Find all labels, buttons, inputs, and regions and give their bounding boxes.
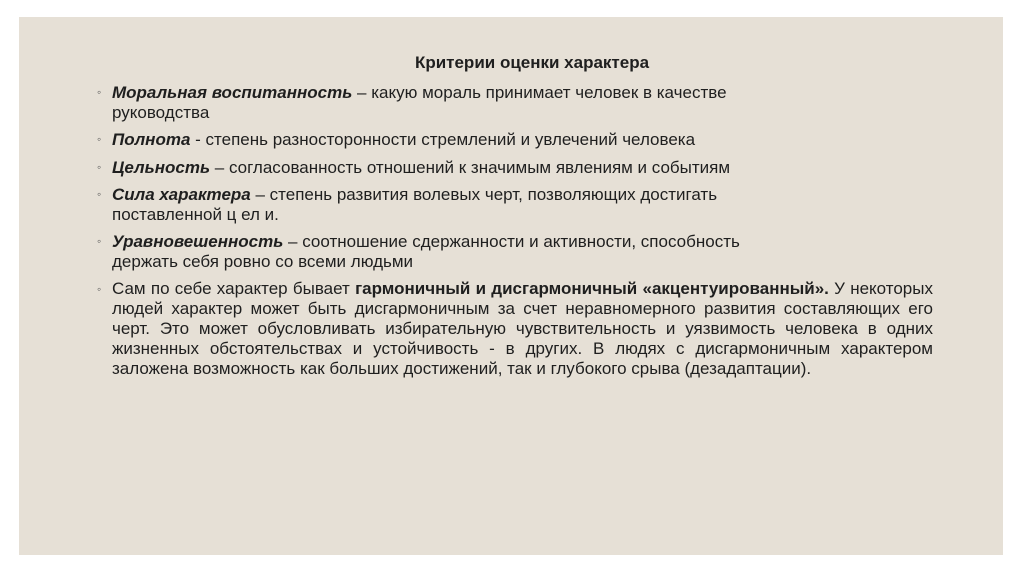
list-item-character-types xyxy=(97,279,933,379)
paragraph-text: У некоторых людей характер может быть дисгармоничным за счет неравномерного развития составляющих его черт. Это может обусловливать избирательную чувствительность и уязвимость человека в одних жизненных обстоятельствах и устойчивость - в других. В людях с дисгармоничным характером заложена возможность как больших достижений, так и глубокого срыва (дезадаптации). xyxy=(112,279,933,378)
paragraph-bold-text: гармоничный и дисгармоничный «акцентуированный». xyxy=(355,279,829,298)
criterion-term: Уравновешенность xyxy=(112,232,284,251)
bullet-icon: ◦ xyxy=(97,187,102,201)
criteria-list xyxy=(97,83,933,387)
criterion-term: Сила характера xyxy=(112,185,251,204)
slide xyxy=(19,17,1003,555)
bullet-icon: ◦ xyxy=(97,282,102,296)
slide-title: Критерии оценки характера xyxy=(414,53,650,72)
bullet-icon: ◦ xyxy=(97,85,102,99)
criterion-text: – степень развития волевых черт, позволяющих достигать поставленной ц ел и. xyxy=(112,185,718,224)
criterion-text: – согласованность отношений к значимым явлениям и событиям xyxy=(210,157,731,177)
list-item xyxy=(97,130,752,150)
criterion-term: Моральная воспитанность xyxy=(112,83,353,102)
criterion-text: – соотношение сдержанности и активности, способность держать себя ровно со всеми людьми xyxy=(112,232,740,271)
list-item xyxy=(97,232,772,271)
criterion-term: Цельность xyxy=(112,157,211,177)
list-item xyxy=(97,83,792,122)
bullet-icon: ◦ xyxy=(97,234,102,248)
bullet-icon: ◦ xyxy=(97,159,102,174)
criterion-term: Полнота xyxy=(112,130,191,149)
paragraph-text: Сам по себе характер бывает xyxy=(112,279,356,298)
criterion-text: - степень разносторонности стремлений и увлечений человека xyxy=(190,130,696,149)
list-item xyxy=(97,158,933,178)
criterion-text: – какую мораль принимает человек в качестве руководства xyxy=(112,83,727,122)
bullet-icon: ◦ xyxy=(97,132,102,146)
list-item xyxy=(97,185,752,224)
